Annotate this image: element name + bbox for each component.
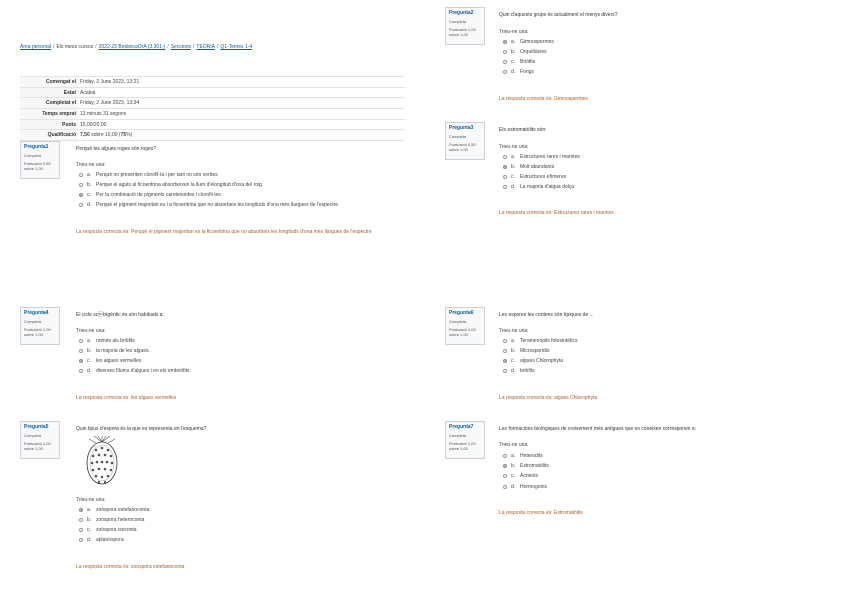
choose-one-label: Trieu-ne una: [499,442,529,448]
breadcrumb-my-courses: Els meus cursos [56,44,94,50]
summary-row [20,119,405,130]
answer-option[interactable] [79,348,150,354]
option-letter: a. [511,154,516,160]
option-letter: d. [511,69,516,75]
breadcrumb-separator: / [95,44,97,50]
answer-option[interactable] [79,182,262,188]
radio-button-selected[interactable] [503,464,507,468]
summary-value: Friday, 2 June 2023, 13:34 [78,98,405,109]
option-text: aplanòspora [96,537,124,543]
question-number [449,310,481,316]
question-text: El cicle sctrigèntic és són habituals a: [76,312,164,318]
question-label: Pregunta [24,424,46,430]
grade-value: 7,50 [80,132,90,139]
summary-key: Comengat el [20,77,78,88]
question-number [24,310,56,316]
question-info-box [20,307,60,345]
option-text: zoòspora heteroconta [96,517,145,523]
option-letter: d. [511,184,516,190]
question-mark: Puntuació 0,50 [449,142,476,147]
answer-option[interactable] [79,358,141,364]
question-num: 4 [45,310,49,316]
radio-button[interactable] [79,339,83,343]
question-text: Perquè les algues roges són roges? [76,146,157,152]
option-letter: c. [87,358,91,364]
question-num: 5 [45,424,49,430]
answer-option[interactable] [503,49,547,55]
grade-end: %) [126,132,133,139]
summary-value [78,130,405,141]
question-mark: Puntuació 1,00 [449,441,476,446]
option-letter: c. [511,174,515,180]
choose-one-label: Trieu-ne una: [499,29,529,35]
answer-option[interactable] [79,537,124,543]
question-mark: Puntuació 1,00 [24,441,51,446]
question-label: Pregunta [449,125,471,131]
option-letter: d. [87,368,92,374]
correct-answer-feedback: La resposta correcta és: zoòspora estefanoconta [76,564,185,570]
option-letter: c. [511,358,515,364]
answer-option[interactable] [503,368,535,374]
radio-button[interactable] [503,50,507,54]
option-letter: b. [87,348,92,354]
question-text: Les espores les contens són típiques de ... [499,312,594,318]
spore-diagram-image [84,436,120,490]
option-letter: a. [87,172,92,178]
summary-row [20,98,405,109]
question-max: sobre 1,00 [24,166,43,171]
question-max: sobre 1,00 [449,32,468,37]
choose-one-label: Trieu-ne una: [76,497,106,503]
question-info-box [445,307,485,345]
answer-option[interactable] [79,202,338,208]
option-letter: b. [87,517,92,523]
question-num: 2 [470,10,474,16]
option-text: La majoria d'aigua dolça [520,184,575,190]
radio-button[interactable] [79,203,83,207]
question-num: 6 [470,310,474,316]
question-number [449,424,481,430]
option-letter: b. [511,164,516,170]
summary-value: Friday, 2 June 2023, 13:21 [78,77,405,88]
question-max: sobre 1,00 [449,332,468,337]
summary-key: Estat [20,87,78,98]
option-text: Perquè el pigment majoritari es l a ficoeritrina que no absorbeix les longituds d'ona més llargues de l'espectre [96,202,339,208]
radio-button[interactable] [503,339,507,343]
option-letter: b. [87,182,92,188]
radio-button[interactable] [79,528,83,532]
option-letter: a. [87,507,92,513]
question-number [24,144,56,150]
grade-rest: sobre 10,00 ( [89,132,121,139]
option-text: Microsporidis [520,348,550,354]
radio-button[interactable] [503,185,507,189]
option-text: Orquidàcies [520,49,547,55]
question-status: Completa [449,319,467,324]
option-letter: a. [511,453,516,459]
radio-button[interactable] [79,173,83,177]
answer-option[interactable] [503,69,534,75]
option-text: Per la combinació de pigments carotenoides i clorofil·les [96,192,221,198]
question-text: Quin d'aquests grups és actualment el menys divers? [499,12,618,18]
radio-button-selected[interactable] [503,359,507,363]
option-letter: a. [511,39,516,45]
breadcrumb-separator: / [193,44,195,50]
question-number [24,424,56,430]
summary-key: Punts [20,119,78,130]
question-status: Completa [449,433,467,438]
question-info-box [445,7,485,45]
option-letter: b. [511,49,516,55]
answer-option[interactable] [503,338,578,344]
question-max: sobre 1,00 [24,332,43,337]
answer-option[interactable] [503,174,566,180]
option-text: Perquè el aguts al ficoeritrina absorbeixen la llum d'elongitud d'ona del roig [96,182,262,188]
radio-button[interactable] [503,474,507,478]
radio-button[interactable] [503,454,507,458]
summary-row [20,109,405,120]
radio-button[interactable] [503,485,507,489]
option-text: Briòfits [520,59,536,65]
choose-one-label: Trieu-ne una: [499,328,529,334]
breadcrumb-quiz[interactable]: Q1-Temes 1-4 [220,44,253,50]
option-letter: d. [511,484,516,490]
correct-answer-feedback: La resposta correcta és: algues Chlorophyta [499,395,598,401]
question-num: 3 [470,125,474,131]
option-text: zoòspora estefanoconta [96,507,150,513]
answer-option[interactable] [503,154,580,160]
summary-row [20,87,405,98]
question-status: Completa [24,319,42,324]
grade-percent: 75 [120,132,127,139]
radio-button[interactable] [79,538,83,542]
answer-option[interactable] [79,507,149,513]
radio-button[interactable] [79,349,83,353]
summary-key: Temps emprat [20,109,78,120]
option-text: Hormogonis [520,484,547,490]
correct-answer-feedback: La resposta correcta és: Estromatòlits [499,510,583,516]
summary-value: 13 minuts 31 segons [78,109,405,120]
option-letter: b. [511,348,516,354]
option-letter: c. [87,192,91,198]
breadcrumb-teoria[interactable]: TEORIA [196,44,216,50]
breadcrumb-home[interactable]: Àrea personal [20,44,52,50]
radio-button[interactable] [503,70,507,74]
option-text: només als briòfits [96,338,135,344]
radio-button-selected[interactable] [79,508,83,512]
radio-button[interactable] [503,60,507,64]
question-status: Completa [24,153,42,158]
question-status: Completa [24,433,42,438]
choose-one-label: Trieu-ne una: [499,144,529,150]
answer-option[interactable] [503,453,543,459]
correct-answer-feedback: La resposta correcta és: les algues vermelles [76,395,177,401]
option-text: Heterodits [520,453,543,459]
option-text: diverses fílums d'algues i en els embriòfits [96,368,190,374]
option-text: Estructures efímeres [520,174,567,180]
option-letter: b. [511,463,516,469]
answer-option[interactable] [503,463,549,469]
option-letter: d. [87,537,92,543]
breadcrumb-sections[interactable]: Seccions [170,44,192,50]
summary-key: Qualificació [20,130,78,141]
summary-row [20,77,405,88]
option-text: briòfits [520,368,535,374]
question-info-box [445,122,485,160]
question-text: Els estromatòlits són: [499,127,547,133]
option-text: zoòspora isoconta [96,527,137,533]
answer-option[interactable] [79,192,221,198]
option-text: Estromatòlits [520,463,549,469]
question-info-box [20,141,60,179]
breadcrumb-separator: / [53,44,55,50]
question-info-box [445,421,485,459]
question-text: Quin tipus d'espora és la que es representa en l'esquema? [76,426,207,432]
choose-one-label: Trieu-ne una: [76,162,106,168]
answer-option[interactable] [503,164,554,170]
question-num: 1 [45,144,49,150]
question-label: Pregunta [24,310,46,316]
radio-button[interactable] [79,369,83,373]
answer-option[interactable] [503,184,574,190]
answer-option[interactable] [79,172,218,178]
option-text: Fongs [520,69,534,75]
summary-key: Completat el [20,98,78,109]
question-mark: Puntuació 1,00 [449,27,476,32]
radio-button[interactable] [503,155,507,159]
question-mark: Puntuació 1,00 [24,327,51,332]
radio-button-selected[interactable] [79,193,83,197]
option-letter: a. [511,338,516,344]
option-text: Molt abundants [520,164,555,170]
attempt-summary-table [20,76,405,141]
question-status: Completa [449,19,467,24]
question-max: sobre 1,00 [24,446,43,451]
question-label: Pregunta [449,310,471,316]
answer-option[interactable] [79,527,137,533]
question-info-box [20,421,60,459]
answer-option[interactable] [503,39,554,45]
correct-answer-feedback: La resposta correcta és: Perquè el pigment majoritari es la ficoeritrina que no absorbeix les longituds d'ona més llargues de l'espectre [76,229,372,235]
option-text: les algues vermelles [96,358,142,364]
choose-one-label: Trieu-ne una: [76,328,106,334]
radio-button[interactable] [503,175,507,179]
option-letter: a. [87,338,92,344]
radio-button-selected[interactable] [79,359,83,363]
radio-button-selected[interactable] [503,40,507,44]
summary-row [20,130,405,141]
option-text: la majoria de les algues. [96,348,150,354]
breadcrumb-separator: / [217,44,219,50]
breadcrumb [20,44,252,50]
breadcrumb-separator: / [167,44,169,50]
option-letter: c. [511,59,515,65]
option-text: Perquè no presenten clorofil·la i per tant no són verdes [96,172,218,178]
answer-option[interactable] [503,358,563,364]
radio-button[interactable] [503,369,507,373]
option-text: Estructures rares i marines [520,154,580,160]
question-label: Pregunta [449,10,471,16]
radio-button-selected[interactable] [503,165,507,169]
option-letter: c. [511,473,515,479]
question-mark: Puntuació 1,00 [449,327,476,332]
summary-value: Acabat [78,87,405,98]
radio-button[interactable] [503,349,507,353]
answer-option[interactable] [79,517,144,523]
breadcrumb-course[interactable]: 2022-23 BotànicaOrA (3.301-) [98,44,166,50]
option-text: algues Chlorophyta [520,358,564,364]
answer-option[interactable] [503,484,547,490]
option-text: Gimnospermes [520,39,554,45]
option-letter: d. [511,368,516,374]
question-status: Completa [449,134,467,139]
question-text: Les formacions biològiques de creixement més antigues que es coneixen corresponen a: [499,426,697,432]
answer-option[interactable] [503,473,538,479]
question-mark: Puntuació 0,50 [24,161,51,166]
answer-option[interactable] [79,338,135,344]
question-max: sobre 1,00 [449,147,468,152]
answer-option[interactable] [503,59,535,65]
summary-value: 15,00/20,00 [78,119,405,130]
question-max: sobre 1,00 [449,446,468,451]
question-label: Pregunta [449,424,471,430]
answer-option[interactable] [79,368,190,374]
question-number [449,10,481,16]
correct-answer-feedback: La resposta correcta és: Estructures rares i marines [499,210,614,216]
option-text: Acrients [520,473,539,479]
radio-button[interactable] [79,183,83,187]
option-text: Teramenòpils fotosintètics [520,338,578,344]
question-number [449,125,481,131]
answer-option[interactable] [503,348,549,354]
correct-answer-feedback: La resposta correcta és: Gimnospermes [499,96,588,102]
question-label: Pregunta [24,144,46,150]
option-letter: c. [87,527,91,533]
radio-button[interactable] [79,518,83,522]
question-num: 7 [470,424,474,430]
option-letter: d. [87,202,92,208]
